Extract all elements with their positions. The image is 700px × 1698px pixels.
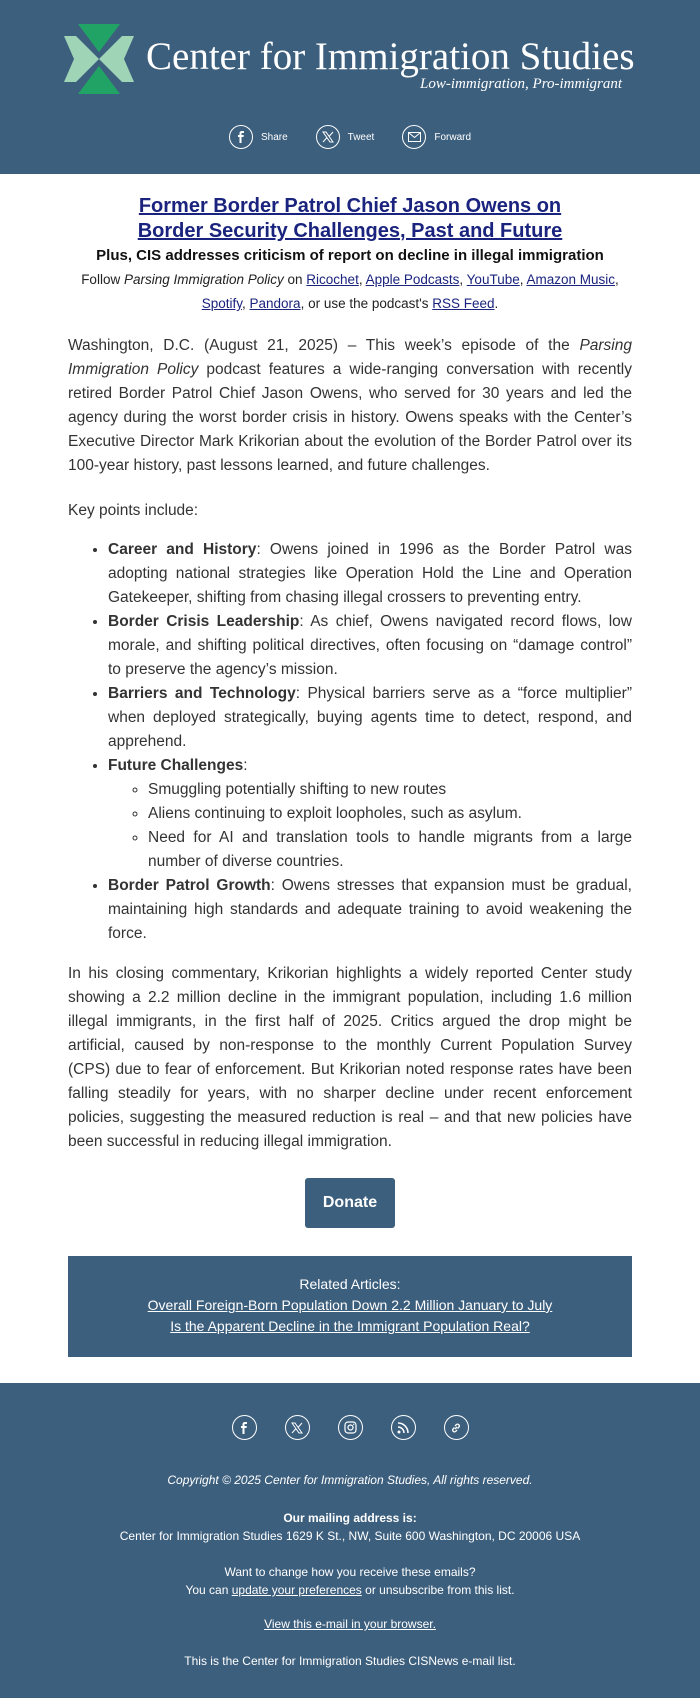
list-item: [108, 610, 632, 682]
view-in-browser: [0, 1617, 700, 1631]
pandora-link[interactable]: Pandora: [249, 296, 301, 311]
forward-button[interactable]: [402, 125, 471, 149]
donate-wrapper: [68, 1178, 632, 1228]
header-banner: [0, 0, 700, 174]
point-text: :: [243, 757, 248, 774]
tweet-label: Tweet: [347, 131, 375, 143]
social-links: [0, 1415, 700, 1440]
link-icon[interactable]: [444, 1415, 469, 1440]
donate-button[interactable]: Donate: [305, 1178, 395, 1228]
point-text: : Physical barriers serve as a “force multiplier” when deployed strategically, buying agents time to detect, respond, and apprehend.: [108, 685, 633, 750]
apple-podcasts-link[interactable]: Apple Podcasts: [365, 272, 460, 287]
change-suffix: or unsubscribe from this list.: [361, 1583, 515, 1597]
copyright: [0, 1473, 700, 1487]
intro-paragraph: [68, 334, 632, 478]
share-facebook-button[interactable]: [229, 125, 288, 149]
list-item: [108, 754, 632, 874]
rss-feed-link[interactable]: RSS Feed: [432, 296, 495, 311]
tweet-button[interactable]: [316, 125, 375, 149]
podcast-name: Parsing Immigration Policy: [123, 272, 284, 287]
amazon-music-link[interactable]: Amazon Music: [526, 272, 616, 287]
article-body: [0, 194, 700, 1357]
copyright-prefix: Copyright © 2025: [167, 1473, 265, 1487]
share-bar: [0, 125, 700, 149]
rss-prefix-text: , or use the podcast's: [300, 296, 433, 311]
brand-name[interactable]: Center for Immigration Studies: [146, 35, 635, 78]
podcast-follow-line: Follow Parsing Immigration Policy on Ricochet, Apple Podcasts, YouTube, Amazon Music, Spotify, Pandora, or use the podcast's RSS Feed.: [81, 272, 619, 311]
footer: [0, 1383, 700, 1698]
follow-text: Follow: [81, 272, 124, 287]
point-text: : Owens stresses that expansion must be gradual, maintaining high standards and adequate training to avoid weakening the force.: [108, 877, 632, 942]
point-label: Barriers and Technology: [108, 685, 296, 702]
facebook-icon[interactable]: [232, 1415, 257, 1440]
related-article-link[interactable]: Is the Apparent Decline in the Immigrant Population Real?: [170, 1318, 530, 1334]
point-label: Border Crisis Leadership: [108, 613, 300, 630]
x-twitter-icon[interactable]: [285, 1415, 310, 1440]
article-title[interactable]: [68, 194, 632, 244]
sub-list-item: ◦ Smuggling potentially shifting to new routes: [148, 778, 632, 802]
related-article-link[interactable]: Overall Foreign-Born Population Down 2.2 Million January to July: [147, 1297, 553, 1313]
youtube-link[interactable]: YouTube: [466, 272, 520, 287]
forward-label: Forward: [434, 131, 472, 143]
point-label: Border Patrol Growth: [108, 877, 271, 894]
key-points-intro: Key points include:: [68, 502, 199, 519]
preferences-block: [0, 1563, 700, 1599]
change-line: [0, 1581, 700, 1599]
title-line-2[interactable]: Border Security Challenges, Past and Future: [137, 220, 563, 242]
intro-text-end: podcast features a wide-ranging conversation with recently retired Border Patrol Chief Jason Owens, who served for 30 years and led the agency during the worst border crisis in history. Owens speaks with the Center’s Executive Director Mark Krikorian about the evolution of the Border Patrol over its 100-year history, past lessons learned, and future challenges.: [68, 361, 632, 474]
closing-paragraph: In his closing commentary, Krikorian highlights a widely reported Center study showing a 2.2 million decline in the immigrant population, including 1.6 million illegal immigrants, in the first half of 2025. Critics argued the drop might be artificial, caused by non-response to the monthly Current Population Survey (CPS) due to fear of enforcement. But Krikorian noted response rates have been falling steadily for years, with no sharper decline under recent enforcement policies, suggesting the measured reduction is real – and that new policies have been successful in reducing illegal immigration.: [68, 965, 632, 1150]
intro-podcast-name: Parsing Immigration Policy: [68, 337, 632, 378]
list-item: [108, 874, 632, 946]
point-text: : Owens joined in 1996 as the Border Patrol was adopting national strategies like Operation Hold the Line and Operation Gatekeeper, shifting from chasing illegal crossers to preventing entry.: [108, 541, 632, 606]
cis-logo-icon[interactable]: [64, 24, 134, 94]
point-label: Career and History: [108, 541, 257, 558]
article-subtitle: Plus, CIS addresses criticism of report on decline in illegal immigration: [96, 247, 604, 264]
sub-list-item: ◦ Need for AI and translation tools to handle migrants from a large number of diverse countries.: [148, 826, 632, 874]
related-heading: Related Articles:: [299, 1276, 401, 1292]
facebook-icon: [229, 125, 253, 149]
future-challenges-sublist: [108, 778, 632, 874]
list-info: This is the Center for Immigration Studies CISNews e-mail list.: [184, 1654, 516, 1668]
spotify-link[interactable]: Spotify: [201, 296, 242, 311]
sub-list-item: ◦ Aliens continuing to exploit loopholes, such as asylum.: [148, 802, 632, 826]
mailing-address-text: Center for Immigration Studies 1629 K St., NW, Suite 600 Washington, DC 20006 USA: [119, 1529, 581, 1543]
x-twitter-icon: [316, 125, 340, 149]
point-label: Future Challenges: [108, 757, 244, 774]
change-prefix: You can: [185, 1583, 232, 1597]
list-item: [108, 682, 632, 754]
update-preferences-link[interactable]: update your preferences: [231, 1583, 362, 1597]
share-label: Share: [260, 131, 288, 143]
ricochet-link[interactable]: Ricochet: [306, 272, 359, 287]
brand-tagline: Low-immigration, Pro-immigrant: [420, 76, 622, 92]
title-line-1[interactable]: Former Border Patrol Chief Jason Owens on: [138, 195, 562, 217]
related-articles-box: [68, 1256, 632, 1357]
follow-on-text: on: [283, 272, 307, 287]
mail-icon: [402, 125, 426, 149]
intro-text-start: Washington, D.C. (August 21, 2025) – This week’s episode of the: [68, 337, 580, 354]
change-question: Want to change how you receive these emails?: [224, 1565, 476, 1579]
mailing-address: [0, 1509, 700, 1545]
list-item: [108, 538, 632, 610]
view-in-browser-link[interactable]: View this e-mail in your browser.: [264, 1617, 436, 1631]
rss-icon[interactable]: [391, 1415, 416, 1440]
copyright-rest: Center for Immigration Studies, All rights reserved.: [264, 1473, 533, 1487]
instagram-icon[interactable]: [338, 1415, 363, 1440]
key-points-list: [68, 538, 632, 946]
mailing-heading: Our mailing address is:: [283, 1511, 417, 1525]
point-text: : As chief, Owens navigated record flows, low morale, and shifting political directives, often focusing on “damage control” to preserve the agency’s mission.: [108, 613, 632, 678]
